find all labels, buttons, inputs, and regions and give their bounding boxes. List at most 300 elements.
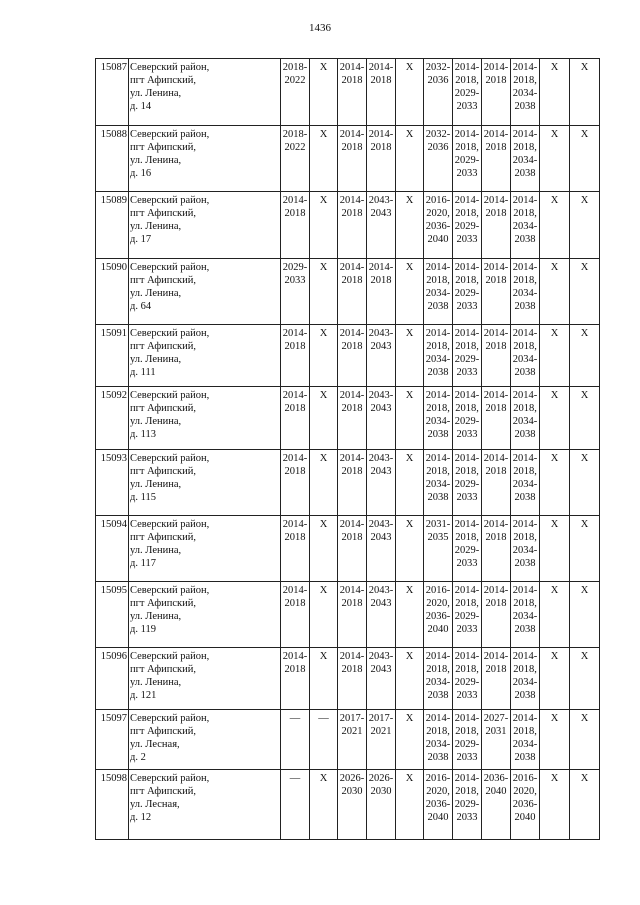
cell-line: 2014- (483, 62, 509, 73)
address-line: д. 17 (130, 234, 152, 245)
period-cell (453, 325, 482, 387)
period-cell (453, 582, 482, 648)
cell-line: 2036- (425, 799, 451, 810)
cell-line: 2018 (284, 403, 306, 414)
mark-cell (570, 126, 600, 192)
period-cell (511, 516, 540, 582)
cell-line: 2014- (454, 713, 480, 724)
cell-line: 2018 (485, 75, 507, 86)
address-line: д. 117 (130, 558, 156, 569)
cell-line: 2022 (284, 75, 306, 86)
cell-line: 2014- (512, 195, 538, 206)
cell-line: 2043 (370, 532, 392, 543)
mark-cell (281, 710, 310, 770)
cell-line: X (319, 390, 328, 401)
address-line: д. 16 (130, 168, 152, 179)
cell-line: 2018 (485, 341, 507, 352)
address-line: пгт Афипский, (130, 726, 196, 737)
cell-line: X (319, 262, 328, 273)
period-cell (281, 259, 310, 325)
cell-line: 2034- (512, 739, 538, 750)
mark-cell (570, 325, 600, 387)
period-cell (338, 192, 367, 259)
cell-line: 2029- (454, 479, 480, 490)
address-line: д. 12 (130, 812, 152, 823)
cell-line: 2029- (454, 545, 480, 556)
cell-line: 2014- (454, 651, 480, 662)
period-cell (424, 582, 453, 648)
cell-line: 2034- (512, 611, 538, 622)
cell-line: 2014- (483, 453, 509, 464)
period-cell (281, 450, 310, 516)
period-cell (338, 648, 367, 710)
period-cell (424, 325, 453, 387)
cell-line: 2014- (512, 262, 538, 273)
cell-line: 2035 (427, 532, 449, 543)
cell-line: 2018 (485, 466, 507, 477)
cell-line: 2020, (513, 786, 537, 797)
cell-line: 2018 (341, 403, 363, 414)
mark-cell (310, 387, 338, 450)
cell-line: 2018, (455, 208, 479, 219)
cell-line: 2014- (483, 328, 509, 339)
cell-line: 2029- (454, 739, 480, 750)
mark-cell (540, 325, 570, 387)
cell-line: 2020, (426, 208, 450, 219)
period-cell (281, 516, 310, 582)
cell-line: 2018, (455, 142, 479, 153)
mark-cell (540, 59, 570, 126)
cell-line: 2036- (425, 221, 451, 232)
period-cell (511, 259, 540, 325)
cell-line: 2018, (426, 726, 450, 737)
cell-line: 2018 (485, 403, 507, 414)
address-cell (129, 648, 281, 710)
mark-cell (540, 582, 570, 648)
mark-cell (396, 126, 424, 192)
cell-line: 2038 (514, 234, 536, 245)
row-number: 15093 (96, 450, 129, 516)
cell-line: 2033 (456, 168, 478, 179)
cell-line: 2038 (427, 690, 449, 701)
cell-line: X (319, 129, 328, 140)
cell-line: 2018 (341, 142, 363, 153)
cell-line: 2031 (485, 726, 507, 737)
cell-line: 2034- (512, 677, 538, 688)
cell-line: 2018, (426, 664, 450, 675)
cell-line: 2020, (426, 598, 450, 609)
cell-line: 2014- (454, 773, 480, 784)
address-line: д. 113 (130, 429, 156, 440)
cell-line: 2014- (454, 453, 480, 464)
cell-line: 2014- (425, 713, 451, 724)
cell-line: X (550, 773, 559, 784)
cell-line: 2033 (456, 429, 478, 440)
cell-line: 2018, (426, 403, 450, 414)
period-cell (482, 450, 511, 516)
period-cell (338, 450, 367, 516)
cell-line: X (550, 262, 559, 273)
cell-line: 2038 (427, 492, 449, 503)
row-number: 15094 (96, 516, 129, 582)
cell-line: X (550, 453, 559, 464)
period-cell (367, 450, 396, 516)
mark-cell (570, 59, 600, 126)
period-cell (453, 126, 482, 192)
address-line: Северский район, (130, 585, 210, 596)
cell-line: 2018, (455, 786, 479, 797)
cell-line: 2014- (368, 262, 394, 273)
cell-line: 2014- (483, 129, 509, 140)
period-cell (367, 387, 396, 450)
cell-line: 2033 (456, 367, 478, 378)
cell-line: X (580, 585, 589, 596)
cell-line: 2038 (514, 492, 536, 503)
cell-line: X (580, 390, 589, 401)
cell-line: 2018, (513, 275, 537, 286)
cell-line: 2014- (454, 129, 480, 140)
address-line: пгт Афипский, (130, 142, 196, 153)
address-line: пгт Афипский, (130, 786, 196, 797)
cell-line: 2018- (282, 62, 308, 73)
cell-line: X (405, 390, 414, 401)
period-cell (482, 59, 511, 126)
period-cell (367, 710, 396, 770)
cell-line: 2014- (454, 262, 480, 273)
cell-line: X (405, 62, 414, 73)
cell-line: 2029- (454, 155, 480, 166)
cell-line: 2018 (370, 275, 392, 286)
address-line: д. 119 (130, 624, 156, 635)
address-line: ул. Ленина, (130, 545, 182, 556)
address-cell (129, 710, 281, 770)
cell-line: 2036- (425, 611, 451, 622)
period-cell (367, 259, 396, 325)
address-cell (129, 516, 281, 582)
address-line: д. 111 (130, 367, 156, 378)
cell-line: 2014- (339, 262, 365, 273)
cell-line: 2034- (512, 354, 538, 365)
cell-line: 2034- (425, 288, 451, 299)
cell-line: 2043- (368, 519, 394, 530)
cell-line: X (550, 585, 559, 596)
cell-line: X (405, 262, 414, 273)
cell-line: 2014- (282, 195, 308, 206)
cell-line: 2018 (485, 532, 507, 543)
cell-line: 2014- (483, 519, 509, 530)
address-line: ул. Ленина, (130, 677, 182, 688)
cell-line: X (580, 328, 589, 339)
cell-line: 2029- (454, 88, 480, 99)
address-cell (129, 770, 281, 840)
mark-cell (570, 192, 600, 259)
period-cell (338, 516, 367, 582)
cell-line: X (405, 651, 414, 662)
cell-line: 2029- (282, 262, 308, 273)
cell-line: 2018, (426, 466, 450, 477)
cell-line: 2018, (455, 664, 479, 675)
cell-line: 2038 (427, 301, 449, 312)
cell-line: 2018 (341, 341, 363, 352)
cell-line: — (289, 773, 301, 784)
cell-line: 2032- (425, 129, 451, 140)
cell-line: 2018, (455, 598, 479, 609)
period-cell (367, 582, 396, 648)
cell-line: X (405, 328, 414, 339)
cell-line: 2018, (455, 403, 479, 414)
address-line: ул. Ленина, (130, 354, 182, 365)
cell-line: 2014- (339, 585, 365, 596)
mark-cell (540, 192, 570, 259)
cell-line: 2038 (514, 558, 536, 569)
row-number: 15095 (96, 582, 129, 648)
cell-line: 2018 (485, 275, 507, 286)
cell-line: 2016- (425, 195, 451, 206)
cell-line: X (319, 651, 328, 662)
period-cell (511, 59, 540, 126)
cell-line: 2026- (368, 773, 394, 784)
mark-cell (570, 710, 600, 770)
mark-cell (310, 259, 338, 325)
cell-line: X (319, 585, 328, 596)
cell-line: 2043 (370, 466, 392, 477)
cell-line: 2043- (368, 453, 394, 464)
cell-line: X (580, 262, 589, 273)
table-row (96, 59, 600, 126)
row-number: 15087 (96, 59, 129, 126)
address-line: ул. Ленина, (130, 88, 182, 99)
cell-line: 2034- (512, 416, 538, 427)
mark-cell (310, 126, 338, 192)
period-cell (453, 648, 482, 710)
cell-line: 2014- (282, 519, 308, 530)
period-cell (281, 387, 310, 450)
cell-line: 2018 (284, 664, 306, 675)
cell-line: X (580, 713, 589, 724)
address-line: пгт Афипский, (130, 466, 196, 477)
cell-line: 2018, (455, 75, 479, 86)
address-line: Северский район, (130, 195, 210, 206)
address-line: д. 115 (130, 492, 156, 503)
period-cell (511, 325, 540, 387)
cell-line: X (319, 195, 328, 206)
cell-line: 2014- (339, 390, 365, 401)
cell-line: 2031- (425, 519, 451, 530)
period-cell (367, 192, 396, 259)
address-line: д. 2 (130, 752, 146, 763)
cell-line: 2038 (514, 429, 536, 440)
table-row (96, 710, 600, 770)
cell-line: 2018 (284, 598, 306, 609)
cell-line: 2018 (485, 664, 507, 675)
period-cell (482, 325, 511, 387)
cell-line: 2043 (370, 208, 392, 219)
cell-line: 2014- (425, 328, 451, 339)
mark-cell (310, 516, 338, 582)
cell-line: 2018, (455, 466, 479, 477)
cell-line: 2033 (456, 301, 478, 312)
table-row (96, 582, 600, 648)
cell-line: 2043- (368, 195, 394, 206)
period-cell (453, 450, 482, 516)
mark-cell (570, 770, 600, 840)
cell-line: 2038 (427, 367, 449, 378)
period-cell (338, 387, 367, 450)
cell-line: 2018 (341, 75, 363, 86)
cell-line: 2034- (425, 739, 451, 750)
period-cell (482, 770, 511, 840)
cell-line: 2018, (426, 275, 450, 286)
cell-line: 2014- (368, 62, 394, 73)
cell-line: X (319, 453, 328, 464)
period-cell (367, 648, 396, 710)
period-cell (338, 126, 367, 192)
cell-line: 2014- (339, 651, 365, 662)
mark-cell (570, 582, 600, 648)
period-cell (511, 126, 540, 192)
address-line: пгт Афипский, (130, 275, 196, 286)
cell-line: 2017- (368, 713, 394, 724)
mark-cell (396, 192, 424, 259)
cell-line: 2014- (454, 519, 480, 530)
mark-cell (310, 582, 338, 648)
cell-line: X (405, 129, 414, 140)
data-table (95, 58, 600, 840)
cell-line: — (289, 713, 301, 724)
cell-line: X (319, 519, 328, 530)
cell-line: 2034- (512, 479, 538, 490)
cell-line: X (405, 453, 414, 464)
cell-line: 2014- (483, 262, 509, 273)
period-cell (367, 59, 396, 126)
row-number: 15097 (96, 710, 129, 770)
table-row (96, 192, 600, 259)
period-cell (424, 516, 453, 582)
mark-cell (540, 387, 570, 450)
address-line: ул. Ленина, (130, 416, 182, 427)
cell-line: 2027- (483, 713, 509, 724)
cell-line: 2018, (513, 142, 537, 153)
period-cell (511, 648, 540, 710)
cell-line: 2033 (284, 275, 306, 286)
period-cell (367, 325, 396, 387)
cell-line: 2018 (485, 142, 507, 153)
address-line: д. 14 (130, 101, 152, 112)
period-cell (424, 259, 453, 325)
cell-line: 2017- (339, 713, 365, 724)
cell-line: 2014- (483, 390, 509, 401)
cell-line: 2032- (425, 62, 451, 73)
cell-line: 2029- (454, 354, 480, 365)
row-number: 15090 (96, 259, 129, 325)
cell-line: 2018 (341, 664, 363, 675)
address-line: пгт Афипский, (130, 403, 196, 414)
cell-line: 2014- (512, 390, 538, 401)
row-number: 15092 (96, 387, 129, 450)
cell-line: 2014- (425, 453, 451, 464)
mark-cell (310, 450, 338, 516)
period-cell (367, 516, 396, 582)
cell-line: 2038 (514, 168, 536, 179)
mark-cell (396, 325, 424, 387)
cell-line: 2018 (485, 598, 507, 609)
period-cell (482, 648, 511, 710)
row-number: 15098 (96, 770, 129, 840)
mark-cell (570, 259, 600, 325)
period-cell (424, 450, 453, 516)
mark-cell (540, 648, 570, 710)
address-cell (129, 582, 281, 648)
cell-line: 2014- (512, 713, 538, 724)
cell-line: X (405, 195, 414, 206)
period-cell (511, 192, 540, 259)
period-cell (281, 59, 310, 126)
cell-line: 2014- (425, 390, 451, 401)
cell-line: 2040 (427, 624, 449, 635)
table-row (96, 325, 600, 387)
cell-line: 2029- (454, 677, 480, 688)
period-cell (482, 259, 511, 325)
cell-line: X (405, 773, 414, 784)
mark-cell (540, 126, 570, 192)
address-line: ул. Ленина, (130, 611, 182, 622)
mark-cell (310, 770, 338, 840)
cell-line: 2038 (514, 367, 536, 378)
table-row (96, 648, 600, 710)
mark-cell (310, 59, 338, 126)
mark-cell (570, 387, 600, 450)
address-line: Северский район, (130, 390, 210, 401)
cell-line: X (405, 585, 414, 596)
cell-line: 2030 (341, 786, 363, 797)
mark-cell (540, 710, 570, 770)
cell-line: 2018, (513, 403, 537, 414)
cell-line: 2021 (370, 726, 392, 737)
address-line: пгт Афипский, (130, 598, 196, 609)
period-cell (424, 710, 453, 770)
address-cell (129, 450, 281, 516)
cell-line: 2043- (368, 390, 394, 401)
period-cell (424, 59, 453, 126)
cell-line: 2018 (341, 532, 363, 543)
cell-line: 2014- (512, 519, 538, 530)
table-row (96, 259, 600, 325)
period-cell (281, 582, 310, 648)
cell-line: 2014- (282, 453, 308, 464)
cell-line: 2018 (370, 75, 392, 86)
table-row (96, 126, 600, 192)
period-cell (453, 387, 482, 450)
mark-cell (540, 450, 570, 516)
address-line: пгт Афипский, (130, 664, 196, 675)
cell-line: 2038 (514, 752, 536, 763)
cell-line: 2043- (368, 585, 394, 596)
cell-line: 2020, (426, 786, 450, 797)
cell-line: 2038 (514, 301, 536, 312)
cell-line: 2014- (483, 195, 509, 206)
period-cell (453, 770, 482, 840)
cell-line: 2014- (282, 328, 308, 339)
mark-cell (540, 516, 570, 582)
cell-line: 2014- (512, 651, 538, 662)
cell-line: 2014- (454, 328, 480, 339)
mark-cell (310, 710, 338, 770)
cell-line: 2018 (341, 275, 363, 286)
cell-line: 2033 (456, 624, 478, 635)
period-cell (338, 259, 367, 325)
cell-line: 2016- (425, 773, 451, 784)
period-cell (281, 325, 310, 387)
